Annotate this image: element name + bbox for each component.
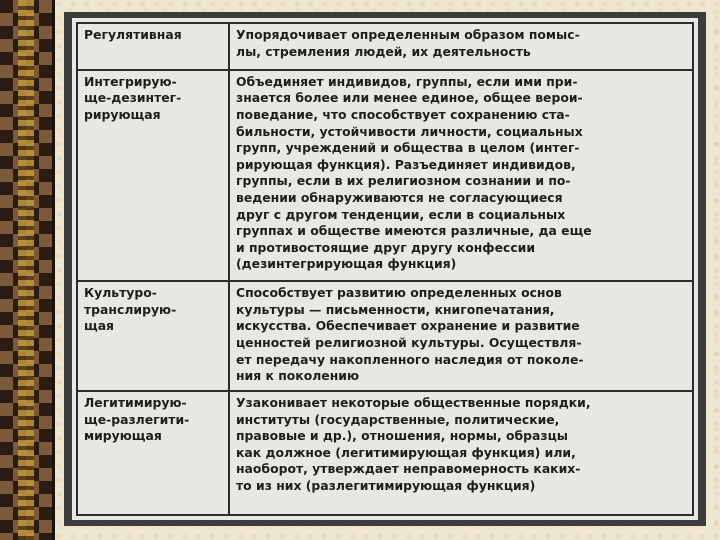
decorative-ornament — [18, 0, 34, 540]
function-name: Интегрирую- ще-дезинтег- рирующая — [77, 70, 229, 281]
table-row — [77, 281, 693, 391]
table-frame — [64, 12, 706, 526]
table-row — [77, 70, 693, 281]
functions-table — [76, 22, 694, 516]
function-description: Способствует развитию определенных основ культуры — письменности, книгопечатания, искусства. Обеспечивает охранение и развитие ценностей религиозной культуры. Осуществля- ет передачу накопленного наследия от поколе- ния к поколению — [229, 281, 693, 391]
decorative-side-strip — [0, 0, 55, 540]
table-row — [77, 23, 693, 70]
function-description: Упорядочивает определенным образом помыс- лы, стремления людей, их деятельность — [229, 23, 693, 70]
document-sheet — [72, 18, 698, 520]
function-description: Объединяет индивидов, группы, если ими при- знается более или менее единое, общее верои- поведание, что способствует сохранению ста- бильности, устойчивости личности, социальных групп, учреждений и общества в целом (интег- рирующая функция). Разъединяет индивидов, группы, если в их религиозном сознании и по- ведении обнаруживаются не согласующиеся друг с другом тенденции, если в социальных группах и обществе имеются различные, да еще и противостоящие друг другу конфессии (дезинтегрирующая функция) — [229, 70, 693, 281]
function-name: Легитимирую- ще-разлегити- мирующая — [77, 391, 229, 515]
function-name: Культуро- транслирую- щая — [77, 281, 229, 391]
function-description: Узаконивает некоторые общественные порядки, институты (государственные, политические, правовые и др.), отношения, нормы, образцы как должное (легитимирующая функция) или, наоборот, утверждает неправомерность каких- то из них (разлегитимирующая функция) — [229, 391, 693, 515]
function-name: Регулятивная — [77, 23, 229, 70]
table-row — [77, 391, 693, 515]
